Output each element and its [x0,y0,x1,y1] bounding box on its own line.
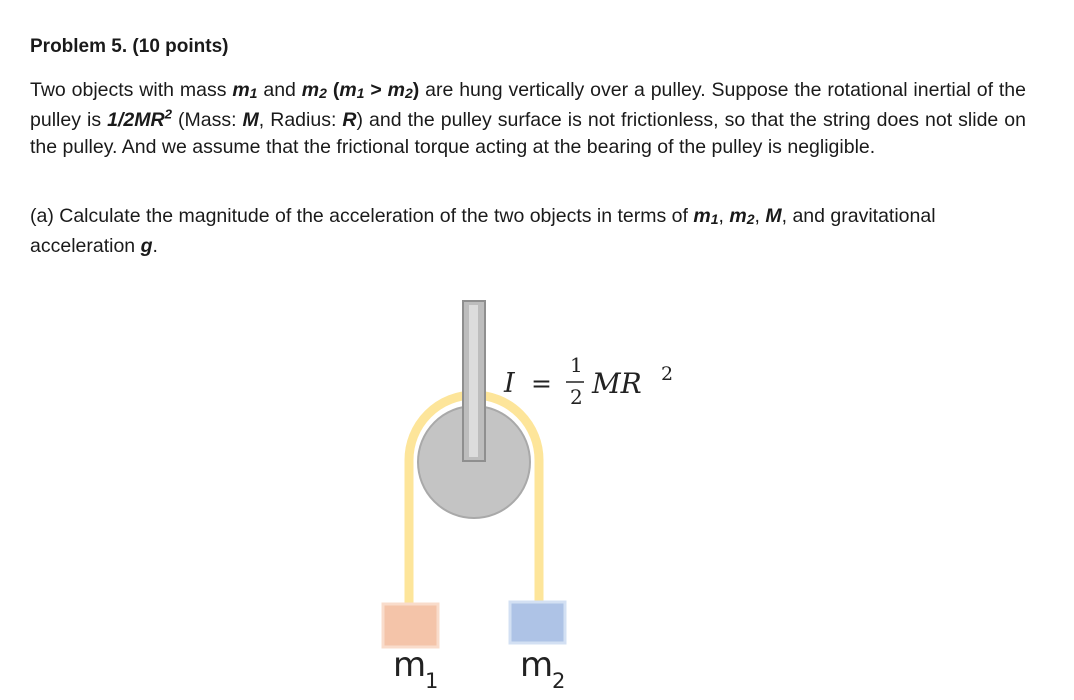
statement-text: Two objects with mass [30,79,233,101]
var-m2: $m_2$ [301,79,327,102]
block-m1 [383,604,438,647]
formula-mass-radius: MR [592,367,642,400]
formula-exponent: 2 [661,363,674,385]
formula-equals: = [531,369,552,398]
question-text: (a) Calculate the magnitude of the acceleration of the two objects in terms of [30,205,694,227]
statement-text: are hung vertically over a pulley. Suppose the rotational inertial of the pulley is [30,79,1027,132]
question-text: , and gravitational acceleration [30,205,936,258]
inertia-expression: $1/2MR^2$ [107,106,172,132]
label-m2: m [520,645,554,685]
formula-denominator: 2 [570,385,583,409]
var-m1: $m_1$ [232,79,258,102]
formula-numerator: 1 [570,353,583,377]
statement-text: and [257,79,302,101]
var-g: g [140,235,153,258]
label-m1: m [393,645,427,685]
statement-text: (Mass: [171,109,243,132]
var-m2: $m_2$ [729,205,755,228]
mass-inequality: $(m_1 > m_2)$ [326,79,420,102]
var-M: M [242,109,259,132]
problem-title: Problem 5. (10 points) [30,36,229,57]
statement-text: , Radius: [258,109,343,132]
var-M: M [765,205,782,227]
support-rod-highlight [469,305,478,457]
formula-lhs: I [504,368,515,399]
label-m2-subscript: 2 [552,669,566,693]
var-R: R [342,109,357,132]
block-m2 [510,602,565,643]
label-m1-subscript: 1 [425,669,439,693]
var-m1: $m_1$ [693,205,719,228]
statement-text: ) and the pulley surface is not frictionless, so that the string does not slide on the pulley. And we assume that the frictional torque acting at the bearing of the pulley is negligible. [30,109,1026,159]
part-a-question: (a) Calculate the magnitude of the acceleration of the two objects in terms of $m_1$, $m_2$, M, and gravitational acceleration g. [30,205,936,258]
